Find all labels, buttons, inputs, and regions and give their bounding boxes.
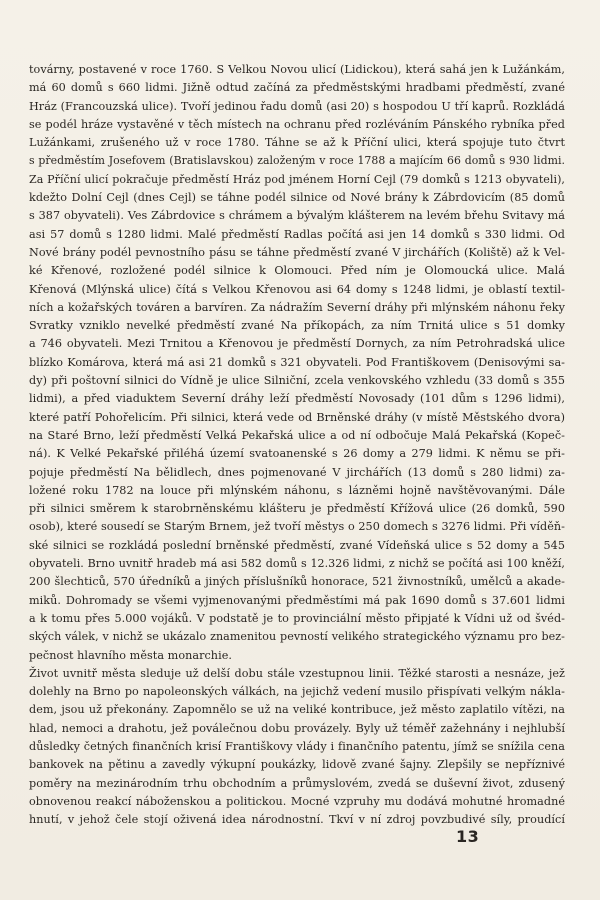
- text-line: 200 šlechticů, 570 úředníků a jiných příslušníků honorace, 521 živnostníků, umělců a akade-: [29, 575, 565, 589]
- text-line: miků. Dohromady se všemi vyjmenovanými předměstími má pak 1690 domů s 37.601 lidmi: [29, 593, 565, 607]
- text-line: Svratky vzniklo nevelké předměstí zvané Na příkopách, za ním Trnitá ulice s 51 domky: [29, 319, 565, 333]
- text-line: ních a kožařských továren a barvíren. Za nádražím Severní dráhy při mlýnském náhonu řeky: [29, 300, 565, 314]
- text-line: dem, jsou už překonány. Zapomnělo se už na veliké kontribuce, jež město zaplatilo vítězi, na: [29, 703, 565, 717]
- text-line: dy) při poštovní silnici do Vídně je ulice Silniční, zcela venkovského vzhledu (33 domů s 355: [29, 374, 565, 388]
- text-line: s předměstím Josefovem (Bratislavskou) založeným v roce 1788 a majícím 66 domů s 930 lidmi.: [29, 154, 565, 168]
- text-line: Křenová (Mlýnská ulice) čítá s Velkou Křenovou asi 64 domy s 1248 lidmi, je oblastí textil-: [29, 282, 565, 296]
- text-line: dolehly na Brno po napoleonských válkách, na jejichž vedení musilo přispívati velkým nákla-: [29, 685, 565, 699]
- text-line: důsledky četných finančních krisí Františkovy vlády i finančního patentu, jímž se snížila cena: [29, 739, 565, 753]
- body-text: [29, 61, 565, 829]
- text-line: má 60 domů s 660 lidmi. Jižně odtud začíná za předměstskými hradbami předměstí, zvané: [29, 81, 565, 95]
- text-line: osob), které sousedí se Starým Brnem, jež tvoří městys o 250 domech s 3276 lidmi. Při víděň-: [29, 520, 565, 534]
- text-line: blízko Komárova, která má asi 21 domků s 321 obyvateli. Pod Františkovem (Denisovými sa-: [29, 355, 565, 369]
- text-line: které patří Pohořelicím. Při silnici, která vede od Brněnské dráhy (v místě Městského dvora): [29, 410, 565, 424]
- text-line: obyvateli. Brno uvnitř hradeb má asi 582 domů s 12.326 lidmi, z nichž se počítá asi 100 kněží,: [29, 557, 565, 571]
- text-line: Lužánkami, zrušeného už v roce 1780. Táhne se až k Příční ulici, která spojuje tuto čtvrt: [29, 136, 565, 150]
- text-line: Hráz (Francouzská ulice). Tvoří jedinou řadu domů (asi 20) s hospodou U tří kaprů. Rozkládá: [29, 99, 565, 113]
- text-line: poměry na mezinárodním trhu obchodním a průmyslovém, zvedá se duševní život, zdusený: [29, 776, 565, 790]
- text-line: ké Křenové, rozložené podél silnice k Olomouci. Před ním je Olomoucká ulice. Malá: [29, 264, 565, 278]
- text-line: ské silnici se rozkládá poslední brněnské předměstí, zvané Vídeňská ulice s 52 domy a 545: [29, 538, 565, 552]
- text-line: asi 57 domů s 1280 lidmi. Malé předměstí Radlas počítá asi jen 14 domků s 330 lidmi. Od: [29, 227, 565, 241]
- text-line: hlad, nemoci a drahotu, jež poválečnou dobu provázely. Byly už téměř zažehnány i nejhlubší: [29, 721, 565, 735]
- text-line: lidmi), a před viaduktem Severní dráhy leží předměstí Novosady (101 dům s 1296 lidmi),: [29, 392, 565, 406]
- text-line: s 387 obyvateli). Ves Zábrdovice s chrámem a bývalým klášterem na levém břehu Svitavy má: [29, 209, 565, 223]
- text-line: hnutí, v jehož čele stojí oživená idea národnostní. Tkví v ní zdroj povzbudivé síly, proudící: [29, 813, 565, 827]
- page-number: 13: [456, 827, 480, 846]
- text-line: Život uvnitř města sleduje už delší dobu stále vzestupnou linii. Těžké starosti a nesnáze, jež: [29, 666, 565, 680]
- text-line: obnovenou reakcí náboženskou a politickou. Mocné vzpruhy mu dodává mohutné hromadné: [29, 794, 565, 808]
- text-line: pojuje předměstí Na bělidlech, dnes pojmenované V jirchářích (13 domů s 280 lidmi) za-: [29, 465, 565, 479]
- text-line: ských válek, v nichž se ukázalo znamenitou pevností velikého strategického významu pro bez-: [29, 630, 565, 644]
- text-line: na Staré Brno, leží předměstí Velká Pekařská ulice a od ní odbočuje Malá Pekařská (Kopeč-: [29, 428, 565, 442]
- text-line: ložené roku 1782 na louce při mlýnském náhonu, s lázněmi hojně navštěvovanými. Dále: [29, 483, 565, 497]
- text-line: bankovek na pětinu a zavedly výkupní poukázky, lidově zvané šajny. Zlepšily se nepříznivé: [29, 758, 565, 772]
- text-line: při silnici směrem k starobrněnskému klášteru je předměstí Křížová ulice (26 domků, 590: [29, 502, 565, 516]
- text-line: továrny, postavené v roce 1760. S Velkou Novou ulicí (Lidickou), která sahá jen k Lužánkám,: [29, 63, 565, 76]
- text-line: se podél hráze vystavěné v těch místech na ochranu před rozléváním Pánského rybníka před: [29, 117, 565, 131]
- text-line: ná). K Velké Pekařské přiléhá území svatoanenské s 26 domy a 279 lidmi. K němu se při-: [29, 447, 565, 461]
- text-line: a k tomu přes 5.000 vojáků. V podstatě je to provinciální město připjaté k Vídni už od švéd-: [29, 611, 565, 625]
- text-line: Za Příční ulicí pokračuje předměstí Hráz pod jménem Horní Cejl (79 domků s 1213 obyvateli),: [29, 172, 565, 186]
- text-line: a 746 obyvateli. Mezi Trnitou a Křenovou je předměstí Dornych, za ním Petrohradská ulice: [29, 337, 565, 351]
- text-line: kdežto Dolní Cejl (dnes Cejl) se táhne podél silnice od Nové brány k Zábrdovicím (85 domů: [29, 191, 565, 205]
- text-line: Nové brány podél pevnostního pásu se táhne předměstí zvané V jirchářích (Koliště) až k Vel-: [29, 245, 565, 259]
- text-line: pečnost hlavního města monarchie.: [29, 648, 232, 662]
